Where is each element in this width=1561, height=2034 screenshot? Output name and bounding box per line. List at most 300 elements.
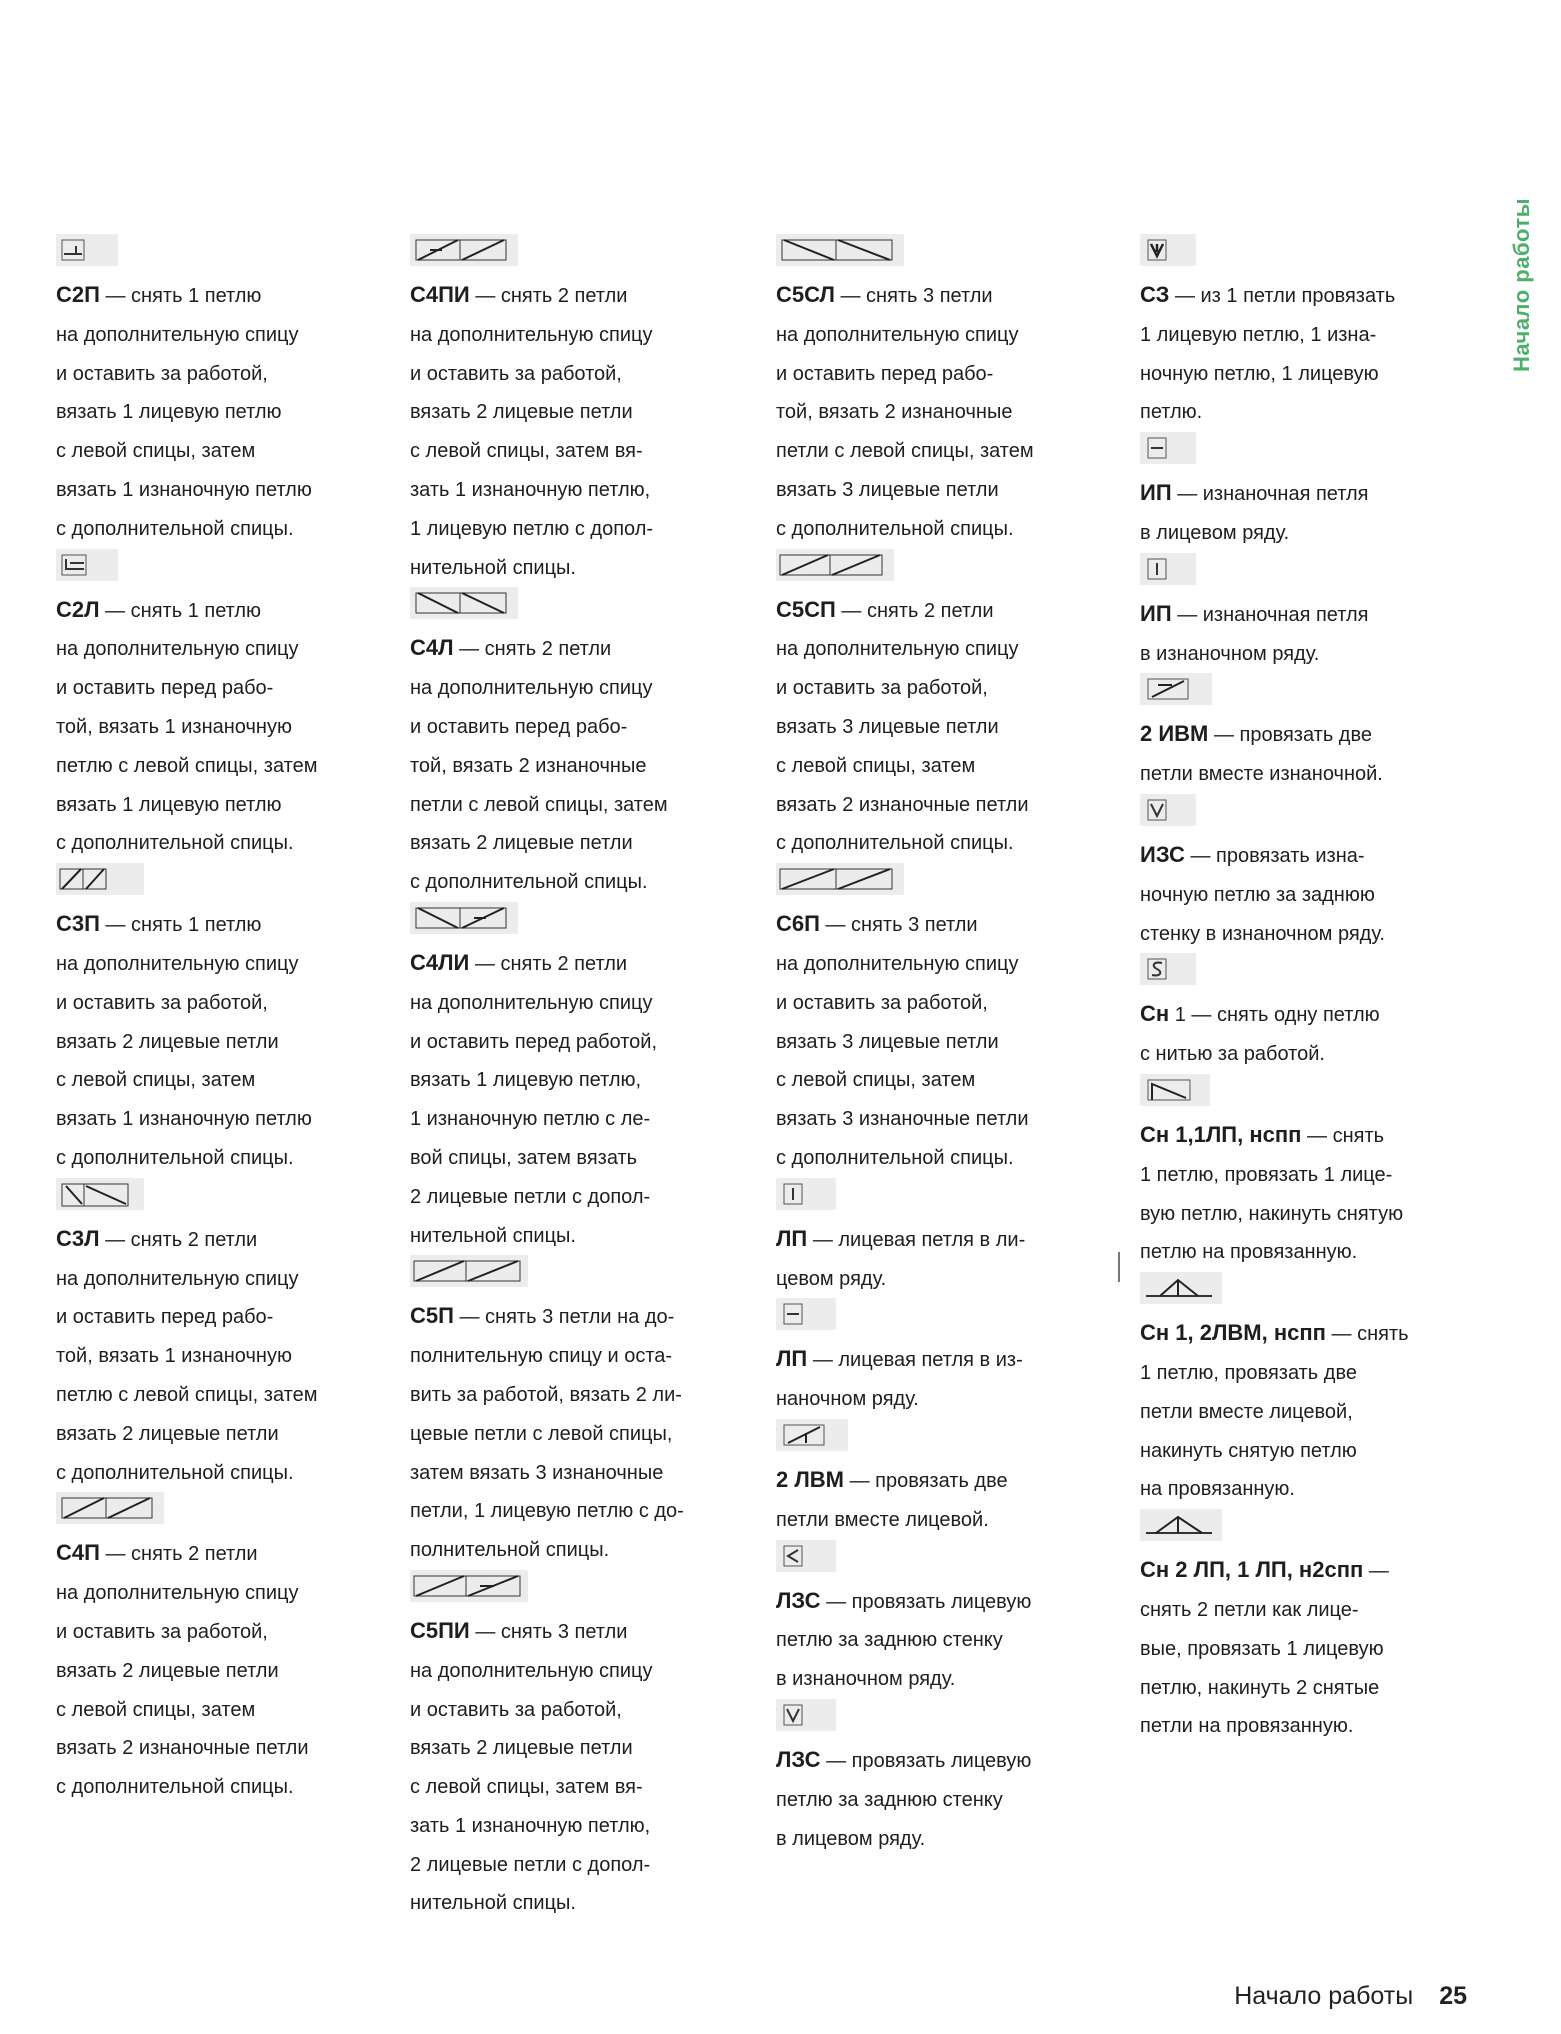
legend-description-line	[1140, 355, 1470, 394]
legend-text: и оставить за работой,	[56, 362, 268, 385]
legend-abbr: С3Л	[56, 1225, 100, 1251]
legend-text: и оставить за работой,	[410, 1698, 622, 1721]
legend-description-line	[410, 1729, 740, 1768]
legend-description-line	[410, 708, 740, 747]
legend-abbr: ИЗС	[1140, 841, 1185, 867]
legend-text: на дополнительную спицу	[56, 1267, 299, 1290]
legend-entry	[1140, 1509, 1470, 1746]
legend-text: полнительной спицы.	[410, 1539, 610, 1562]
legend-text: нительной спицы.	[410, 1224, 576, 1247]
legend-text: вую петлю, накинуть снятую	[1140, 1202, 1404, 1225]
side-section-title-text: Начало работы	[1509, 197, 1535, 373]
legend-description-line	[56, 984, 386, 1023]
legend-text: с дополнительной спицы.	[56, 1461, 294, 1484]
legend-text: вязать 2 изнаночные петли	[776, 793, 1029, 816]
column-3	[776, 234, 1106, 1858]
legend-term	[56, 905, 386, 945]
legend-text: вой спицы, затем вязать	[410, 1146, 638, 1169]
legend-abbr: ЛЗС	[776, 1746, 821, 1772]
legend-description-line	[410, 1415, 740, 1454]
legend-text: — снять 3 петли на до-	[459, 1306, 675, 1329]
legend-text: с дополнительной спицы.	[56, 1776, 294, 1799]
legend-text: вязать 1 лицевую петлю	[56, 793, 282, 816]
c3-symbol-icon	[1140, 234, 1196, 266]
legend-term	[56, 1534, 386, 1574]
legend-text: — снять 3 петли	[840, 285, 993, 307]
legend-text: — снять 1 петлю	[105, 599, 262, 622]
legend-entry	[776, 1298, 1106, 1419]
legend-description-line	[56, 1337, 386, 1376]
legend-text: снять 2 петли как лице-	[1140, 1598, 1359, 1621]
legend-text: ночную петлю за заднюю	[1140, 883, 1375, 906]
legend-abbr: СЗ	[1140, 282, 1170, 307]
legend-text: стенку в изнаночном ряду.	[1140, 922, 1385, 945]
legend-description-line	[1140, 393, 1470, 432]
sn1-2lvm-symbol-icon	[1140, 1272, 1222, 1304]
legend-abbr: С4П	[56, 1540, 100, 1566]
side-section-title	[1502, 195, 1542, 375]
legend-entry	[1140, 432, 1470, 553]
legend-text: той, вязать 1 изнаночную	[56, 715, 292, 738]
legend-entry	[56, 1492, 386, 1807]
legend-text: и оставить за работой,	[410, 362, 622, 385]
legend-entry	[1140, 1272, 1470, 1509]
legend-text: вязать 1 лицевую петлю,	[410, 1069, 642, 1092]
legend-text: с левой спицы, затем	[776, 1069, 976, 1092]
ip-face-symbol-icon	[1140, 432, 1196, 464]
legend-description-line	[56, 1100, 386, 1139]
c5pi-symbol-icon	[410, 1570, 528, 1602]
legend-description-line	[776, 1781, 1106, 1820]
legend-entry	[410, 1570, 740, 1923]
legend-text: петли вместе лицевой,	[1140, 1400, 1353, 1423]
legend-text: в лицевом ряду.	[1140, 521, 1290, 544]
legend-text: вые, провязать 1 лицевую	[1140, 1637, 1384, 1660]
legend-text: 1 лицевую петлю с допол-	[410, 517, 654, 540]
legend-description-line	[56, 1376, 386, 1415]
c4pi-symbol-icon	[410, 234, 518, 266]
legend-description-line	[776, 1820, 1106, 1859]
sn2-symbol-icon	[1140, 1509, 1222, 1541]
legend-text: зать 1 изнаночную петлю,	[410, 1814, 651, 1837]
legend-abbr: ЛЗС	[776, 1587, 821, 1613]
c4l-symbol-icon	[410, 587, 518, 619]
legend-text: цевом ряду.	[776, 1267, 887, 1290]
legend-description-line	[776, 1380, 1106, 1419]
legend-entry	[1140, 673, 1470, 794]
legend-term	[56, 591, 386, 631]
legend-text: на дополнительную спицу	[410, 991, 653, 1014]
legend-text: с левой спицы, затем	[56, 440, 256, 463]
legend-abbr: Сн 1, 2ЛВМ, нспп	[1140, 1320, 1326, 1346]
legend-description-line	[56, 1729, 386, 1768]
legend-abbr: С5СЛ	[776, 282, 835, 307]
legend-text: и оставить перед рабо-	[410, 715, 628, 738]
c3l-symbol-icon	[56, 1178, 144, 1210]
legend-description-line	[1140, 1393, 1470, 1432]
legend-text: с дополнительной спицы.	[776, 517, 1014, 540]
margin-mark	[1118, 1252, 1120, 1282]
legend-abbr: С2Л	[56, 596, 100, 622]
legend-description-line	[410, 393, 740, 432]
legend-term	[1140, 474, 1470, 514]
legend-text: вязать 1 лицевую петлю	[56, 401, 282, 424]
legend-abbr: С4ПИ	[410, 282, 470, 307]
legend-text: на провязанную.	[1140, 1478, 1295, 1501]
legend-abbr: С5П	[410, 1303, 454, 1329]
lzs-face-symbol-icon	[776, 1699, 836, 1731]
legend-text: в лицевом ряду.	[776, 1827, 926, 1850]
legend-description-line	[410, 984, 740, 1023]
legend-text: петлю за заднюю стенку	[776, 1629, 1003, 1652]
legend-term	[776, 1741, 1106, 1781]
column-4	[1140, 234, 1470, 1746]
legend-text: с левой спицы, затем	[776, 754, 976, 777]
legend-description-line	[56, 1260, 386, 1299]
legend-text: — изнаночная петля	[1177, 603, 1369, 626]
legend-description-line	[56, 669, 386, 708]
legend-text: с дополнительной спицы.	[776, 1146, 1014, 1169]
legend-text: — провязать изна-	[1190, 844, 1365, 867]
legend-description-line	[776, 747, 1106, 786]
legend-description-line	[410, 355, 740, 394]
legend-description-line	[410, 669, 740, 708]
legend-text: — снять 2 петли	[474, 952, 628, 975]
legend-entry	[1140, 234, 1470, 432]
legend-abbr: С6П	[776, 911, 820, 937]
legend-term	[1140, 715, 1470, 755]
c5p-symbol-icon	[410, 1255, 528, 1287]
legend-text: на дополнительную спицу	[410, 323, 653, 346]
legend-description-line	[56, 1613, 386, 1652]
legend-text: вязать 2 лицевые петли	[410, 401, 633, 424]
legend-text: и оставить за работой,	[776, 991, 988, 1014]
legend-text: на дополнительную спицу	[56, 1582, 299, 1605]
legend-abbr: ЛП	[776, 1346, 808, 1372]
c5sl-symbol-icon	[776, 234, 904, 266]
legend-description-line	[1140, 915, 1470, 954]
legend-term	[776, 591, 1106, 631]
legend-text: в изнаночном ряду.	[1140, 642, 1320, 665]
legend-text: — снять 2 петли	[459, 638, 612, 661]
legend-abbr: С4ЛИ	[410, 949, 470, 975]
legend-text: петли вместе лицевой.	[776, 1508, 989, 1531]
legend-description-line	[410, 1023, 740, 1062]
legend-text: 1 — снять одну петлю	[1174, 1004, 1380, 1027]
legend-text: 1 петлю, провязать 1 лице-	[1140, 1163, 1393, 1186]
legend-description-line	[776, 1139, 1106, 1178]
legend-description-line	[56, 1691, 386, 1730]
legend-description-line	[56, 316, 386, 355]
legend-description-line	[1140, 1470, 1470, 1509]
legend-text: — провязать две	[849, 1469, 1008, 1492]
legend-text: и оставить перед рабо-	[56, 1306, 274, 1329]
legend-description-line	[776, 945, 1106, 984]
legend-description-line	[776, 708, 1106, 747]
legend-text: вязать 2 лицевые петли	[410, 1737, 633, 1760]
legend-text: — из 1 петли провязать	[1174, 285, 1396, 307]
legend-description-line	[410, 1454, 740, 1493]
legend-description-line	[776, 1061, 1106, 1100]
legend-description-line	[1140, 1354, 1470, 1393]
legend-text: — провязать две	[1213, 724, 1372, 747]
legend-abbr: С3П	[56, 911, 100, 937]
legend-description-line	[56, 1061, 386, 1100]
izs-symbol-icon	[1140, 794, 1196, 826]
legend-text: вязать 1 изнаночную петлю	[56, 478, 312, 501]
legend-text: вязать 2 лицевые петли	[56, 1030, 279, 1053]
legend-term	[410, 276, 740, 316]
legend-entry	[410, 1255, 740, 1570]
2ivm-symbol-icon	[1140, 673, 1212, 705]
sn1-symbol-icon	[1140, 953, 1196, 985]
legend-description-line	[776, 1260, 1106, 1299]
legend-abbr: С2П	[56, 282, 100, 307]
legend-entry	[1140, 953, 1470, 1074]
legend-term	[410, 1297, 740, 1337]
legend-term	[410, 1612, 740, 1652]
legend-abbr: С5ПИ	[410, 1617, 470, 1643]
legend-term	[776, 905, 1106, 945]
c2p-back-symbol-icon	[56, 234, 118, 266]
legend-description-line	[1140, 1195, 1470, 1234]
legend-text: затем вязать 3 изнаночные	[410, 1461, 664, 1484]
legend-entry	[56, 549, 386, 864]
legend-text: на дополнительную спицу	[776, 952, 1019, 975]
legend-text: вязать 3 лицевые петли	[776, 1030, 999, 1053]
legend-description-line	[56, 1415, 386, 1454]
legend-description-line	[410, 1100, 740, 1139]
legend-term	[776, 1461, 1106, 1501]
legend-text: — снять 1 петлю	[105, 285, 262, 307]
legend-text: вязать 2 изнаночные петли	[56, 1737, 309, 1760]
legend-description-line	[410, 747, 740, 786]
legend-description-line	[1140, 1591, 1470, 1630]
legend-entry	[776, 234, 1106, 549]
legend-entry	[410, 234, 740, 587]
legend-term	[776, 1220, 1106, 1260]
legend-description-line	[410, 316, 740, 355]
lzs-purl-symbol-icon	[776, 1540, 836, 1572]
legend-text: той, вязать 2 изнаночные	[776, 401, 1013, 424]
legend-text: с дополнительной спицы.	[56, 832, 294, 855]
lp-purl-symbol-icon	[776, 1298, 836, 1330]
legend-description-line	[410, 471, 740, 510]
legend-term	[56, 276, 386, 316]
legend-text: и оставить перед работой,	[410, 1030, 658, 1053]
legend-description-line	[776, 786, 1106, 825]
legend-description-line	[1140, 1156, 1470, 1195]
legend-text: цевые петли с левой спицы,	[410, 1422, 673, 1445]
legend-description-line	[1140, 1233, 1470, 1272]
legend-abbr: С4Л	[410, 635, 454, 661]
legend-entry	[56, 863, 386, 1178]
legend-abbr: ИП	[1140, 480, 1172, 506]
legend-description-line	[410, 1376, 740, 1415]
legend-text: — снять 2 петли	[841, 599, 994, 622]
legend-text: ночную петлю, 1 лицевую	[1140, 362, 1379, 385]
legend-text: — снять 2 петли	[475, 285, 628, 307]
legend-abbr: С5СП	[776, 596, 836, 622]
legend-text: на дополнительную спицу	[56, 638, 299, 661]
legend-text: нительной спицы.	[410, 1892, 576, 1915]
legend-description-line	[1140, 755, 1470, 794]
legend-description-line	[776, 432, 1106, 471]
legend-text: на дополнительную спицу	[776, 638, 1019, 661]
legend-text: — снять	[1331, 1323, 1409, 1346]
legend-description-line	[1140, 1432, 1470, 1471]
legend-text: — снять 2 петли	[105, 1543, 258, 1566]
legend-text: — снять	[1307, 1124, 1385, 1147]
legend-text: с левой спицы, затем вя-	[410, 440, 643, 463]
legend-entry	[776, 1540, 1106, 1699]
legend-description-line	[776, 393, 1106, 432]
legend-description-line	[410, 824, 740, 863]
legend-description-line	[56, 824, 386, 863]
legend-description-line	[1140, 514, 1470, 553]
legend-description-line	[1140, 1630, 1470, 1669]
legend-description-line	[1140, 316, 1470, 355]
legend-term	[1140, 276, 1470, 316]
legend-entry	[1140, 1074, 1470, 1272]
legend-text: 1 петлю, провязать две	[1140, 1361, 1357, 1384]
legend-description-line	[410, 863, 740, 902]
legend-description-line	[776, 669, 1106, 708]
legend-text: вязать 3 изнаночные петли	[776, 1108, 1029, 1131]
legend-text: на дополнительную спицу	[56, 323, 299, 346]
legend-description-line	[776, 630, 1106, 669]
legend-entry	[776, 549, 1106, 864]
legend-description-line	[410, 549, 740, 588]
legend-text: вязать 3 лицевые петли	[776, 478, 999, 501]
legend-text: и оставить перед рабо-	[56, 677, 274, 700]
legend-description-line	[56, 393, 386, 432]
legend-description-line	[56, 1023, 386, 1062]
legend-term	[1140, 836, 1470, 876]
legend-text: и оставить за работой,	[56, 1620, 268, 1643]
c3p-symbol-icon	[56, 863, 144, 895]
legend-text: с левой спицы, затем	[56, 1698, 256, 1721]
legend-text: на дополнительную спицу	[56, 952, 299, 975]
legend-description-line	[776, 1660, 1106, 1699]
legend-description-line	[1140, 1707, 1470, 1746]
legend-text: с левой спицы, затем	[56, 1069, 256, 1092]
legend-abbr: Сн 2 ЛП, 1 ЛП, н2спп	[1140, 1557, 1364, 1583]
legend-description-line	[56, 471, 386, 510]
legend-text: с дополнительной спицы.	[56, 1146, 294, 1169]
legend-description-line	[776, 1100, 1106, 1139]
legend-text: петлю на провязанную.	[1140, 1241, 1358, 1264]
legend-text: — снять 1 петлю	[105, 914, 262, 937]
legend-text: с дополнительной спицы.	[776, 832, 1014, 855]
legend-term	[410, 944, 740, 984]
legend-abbr: ЛП	[776, 1225, 808, 1251]
legend-description-line	[410, 1178, 740, 1217]
legend-term	[1140, 995, 1470, 1035]
legend-text: — снять 3 петли	[825, 914, 978, 937]
legend-text: — провязать лицевую	[826, 1590, 1032, 1613]
2lvm-symbol-icon	[776, 1419, 848, 1451]
legend-text: с дополнительной спицы.	[410, 871, 648, 894]
legend-description-line	[56, 630, 386, 669]
legend-entry	[776, 1419, 1106, 1540]
lp-face-symbol-icon	[776, 1178, 836, 1210]
legend-text: вязать 2 лицевые петли	[56, 1659, 279, 1682]
legend-term	[1140, 1551, 1470, 1591]
legend-abbr: Сн 1,1ЛП, нспп	[1140, 1121, 1302, 1147]
legend-entry	[1140, 794, 1470, 953]
legend-description-line	[56, 786, 386, 825]
legend-description-line	[776, 316, 1106, 355]
legend-text: полнительную спицу и оста-	[410, 1345, 673, 1368]
legend-description-line	[410, 510, 740, 549]
legend-text: вязать 2 лицевые петли	[56, 1422, 279, 1445]
legend-description-line	[410, 1139, 740, 1178]
legend-term	[1140, 1116, 1470, 1156]
legend-description-line	[776, 355, 1106, 394]
legend-text: — лицевая петля в из-	[812, 1349, 1023, 1372]
legend-description-line	[410, 1652, 740, 1691]
legend-text: —	[1368, 1560, 1389, 1583]
legend-text: вить за работой, вязать 2 ли-	[410, 1383, 682, 1406]
legend-term	[1140, 1314, 1470, 1354]
legend-text: петлю с левой спицы, затем	[56, 754, 318, 777]
page-number: 25	[1439, 1982, 1467, 2010]
legend-text: и оставить за работой,	[56, 991, 268, 1014]
legend-text: вязать 3 лицевые петли	[776, 715, 999, 738]
footer-section: Начало работы	[1234, 1982, 1414, 2010]
legend-description-line	[56, 708, 386, 747]
legend-description-line	[56, 945, 386, 984]
legend-text: вязать 1 изнаночную петлю	[56, 1108, 312, 1131]
legend-description-line	[410, 1846, 740, 1885]
legend-description-line	[56, 355, 386, 394]
legend-text: той, вязать 1 изнаночную	[56, 1345, 292, 1368]
legend-text: петлю, накинуть 2 снятые	[1140, 1676, 1380, 1699]
legend-text: петли с левой спицы, затем	[776, 440, 1034, 463]
legend-description-line	[56, 747, 386, 786]
column-1	[56, 234, 386, 1807]
legend-entry	[56, 1178, 386, 1493]
legend-entry	[776, 1178, 1106, 1299]
legend-description-line	[410, 1337, 740, 1376]
legend-text: и оставить перед рабо-	[776, 362, 994, 385]
legend-description-line	[56, 1454, 386, 1493]
legend-description-line	[410, 1691, 740, 1730]
legend-description-line	[1140, 1669, 1470, 1708]
legend-text: вязать 2 лицевые петли	[410, 832, 633, 855]
legend-abbr: 2 ИВМ	[1140, 721, 1209, 747]
ip-purl-symbol-icon	[1140, 553, 1196, 585]
c5sp-symbol-icon	[776, 549, 894, 581]
legend-description-line	[410, 432, 740, 471]
legend-description-line	[56, 432, 386, 471]
legend-text: с дополнительной спицы.	[56, 517, 294, 540]
legend-entry	[776, 1699, 1106, 1858]
c6p-symbol-icon	[776, 863, 904, 895]
legend-description-line	[776, 1501, 1106, 1540]
legend-term	[776, 1340, 1106, 1380]
legend-text: — лицевая петля в ли-	[812, 1228, 1026, 1251]
legend-description-line	[776, 1023, 1106, 1062]
legend-text: на дополнительную спицу	[776, 323, 1019, 346]
legend-text: 1 лицевую петлю, 1 изна-	[1140, 323, 1377, 346]
sn1-1lp-symbol-icon	[1140, 1074, 1210, 1106]
legend-description-line	[56, 1652, 386, 1691]
legend-description-line	[410, 1884, 740, 1923]
legend-description-line	[1140, 876, 1470, 915]
legend-description-line	[776, 510, 1106, 549]
